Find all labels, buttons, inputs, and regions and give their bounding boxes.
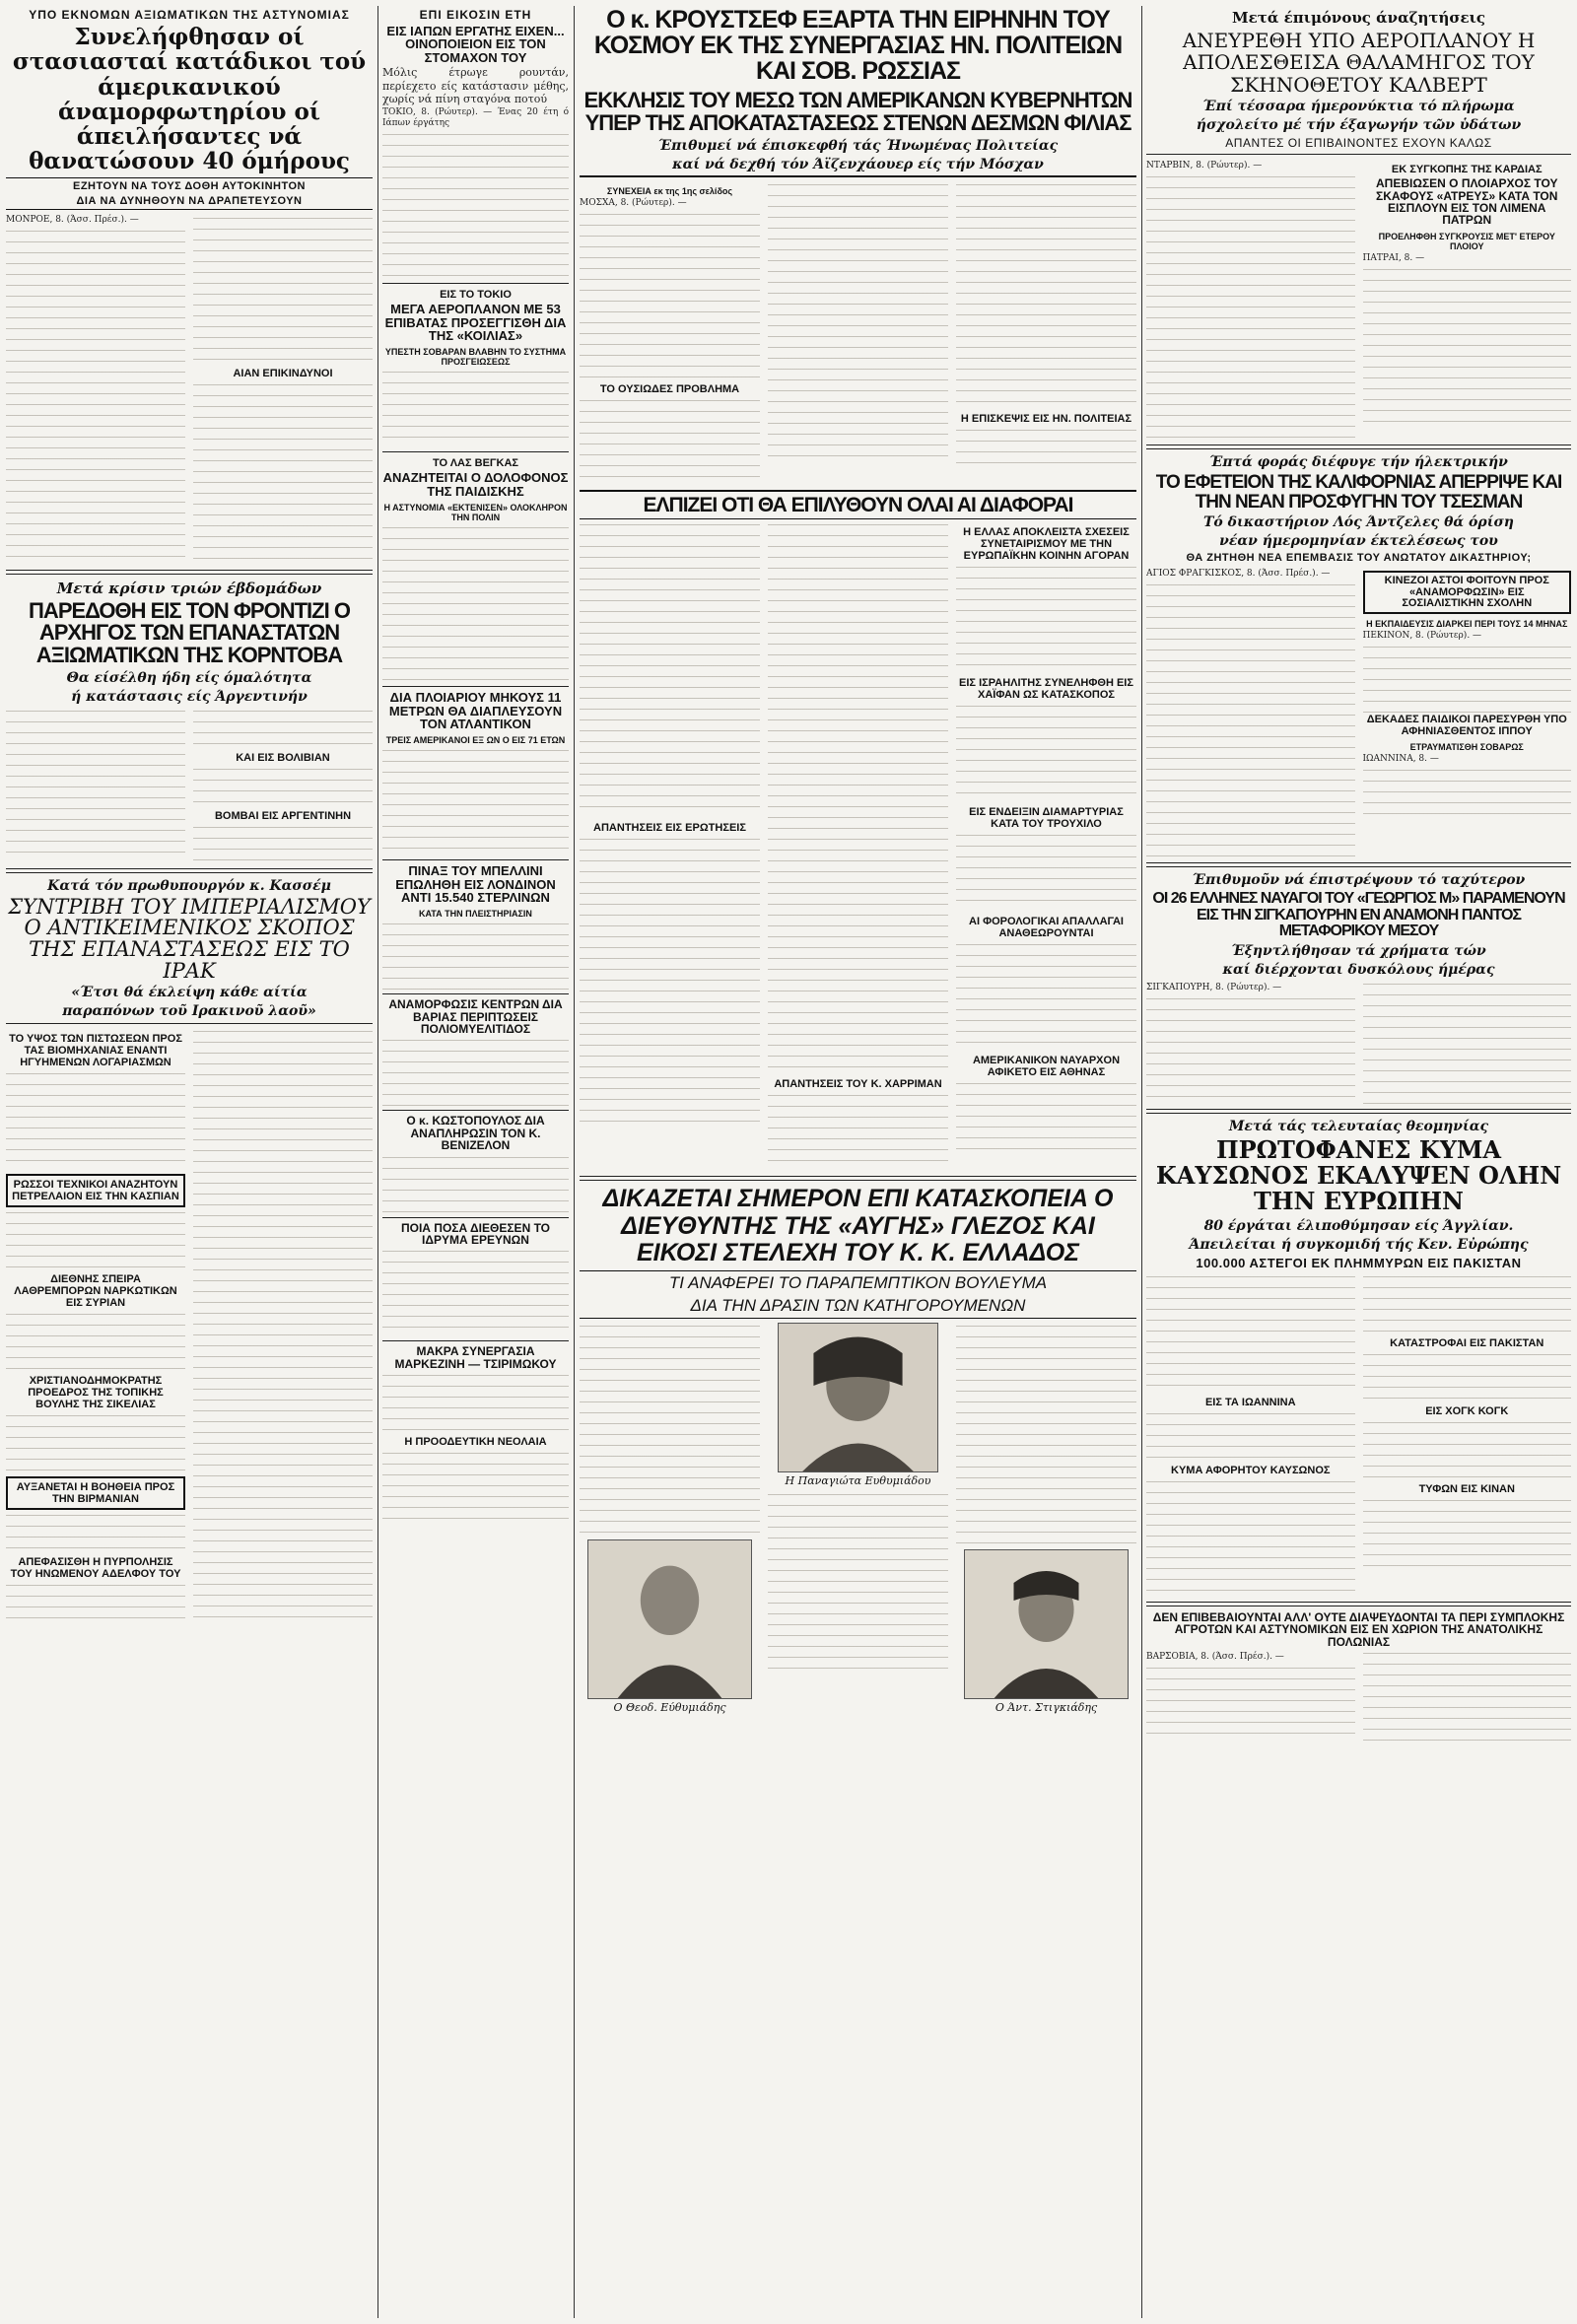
headline: ΣΥΝΤΡΙΒΗ ΤΟΥ ΙΜΠΕΡΙΑΛΙΣΜΟΥ Ο ΑΝΤΙΚΕΙΜΕΝΙΚΟΣ ΣΚΟΠΟΣ ΤΗΣ ΕΠΑΝΑΣΤΑΣΕΩΣ ΕΙΣ ΤΟ ΙΡΑΚ: [8, 894, 371, 983]
dateline: ΠΑΤΡΑΙ, 8. —: [1362, 252, 1425, 263]
text-block: [1146, 1665, 1355, 1743]
headline: ΠΟΙΑ ΠΟΣΑ ΔΙΕΘΕΣΕΝ ΤΟ ΙΔΡΥΜΑ ΕΡΕΥΝΩΝ: [400, 1220, 551, 1247]
deck: ΔΙΑ ΤΗΝ ΔΡΑΣΙΝ ΤΩΝ ΚΑΤΗΓΟΡΟΥΜΕΝΩΝ: [580, 1296, 1136, 1319]
text-block: [1146, 173, 1355, 440]
text-block: [382, 1248, 569, 1336]
column-2: [382, 6, 569, 2318]
column-5: [1146, 6, 1571, 2318]
text-block: [1363, 266, 1572, 424]
kicker: Μετά έπιμόνους άναζητήσεις: [1232, 9, 1485, 27]
deck: καί νά δεχθή τόν Άϊζενχάουερ είς τήν Μόσχαν: [580, 157, 1136, 177]
kicker: Μετά κρίσιν τριών έβδομάδων: [56, 579, 322, 597]
headline: ΑΝΑΖΗΤΕΙΤΑΙ Ο ΔΟΛΟΦΟΝΟΣ ΤΗΣ ΠΑΙΔΙΣΚΗΣ: [382, 470, 569, 499]
headline: ΕΙΣ ΙΑΠΩΝ ΕΡΓΑΤΗΣ ΕΙΧΕΝ... ΟΙΝΟΠΟΙΕΙΟΝ ΕΙΣ ΤΟΝ ΣΤΟΜΑΧΟΝ ΤΟΥ: [386, 24, 565, 65]
inner-title: ΕΙΣ ΤΑ ΙΩΑΝΝΙΝΑ: [1204, 1396, 1296, 1408]
text-block: [6, 708, 185, 855]
divider: [580, 1176, 1136, 1181]
headline: ΑΝΕΥΡΕΘΗ ΥΠΟ ΑΕΡΟΠΛΑΝΟΥ Η ΑΠΟΛΕΣΘΕΙΣΑ ΘΑΛΑΜΗΓΟΣ ΤΟΥ ΣΚΗΝΟΘΕΤΟΥ ΚΑΛΒΕΡΤ: [1182, 29, 1536, 97]
divider: [382, 1217, 569, 1218]
text-block: [580, 397, 760, 486]
article-body: [1146, 159, 1571, 440]
portrait-photo: [964, 1549, 1129, 1699]
text-block: [956, 832, 1136, 911]
text-block: [382, 1154, 569, 1213]
headline: ΠΑΡΕΔΟΘΗ ΕΙΣ ΤΟΝ ΦΡΟΝΤΙΖΙ Ο ΑΡΧΗΓΟΣ ΤΩΝ ΕΠΑΝΑΣΤΑΤΩΝ ΑΞΙΩΜΑΤΙΚΩΝ ΤΗΣ ΚΟΡΝΤΟΒΑ: [29, 597, 350, 668]
deck: ΘΑ ΖΗΤΗΘΗ ΝΕΑ ΕΠΕΜΒΑΣΙΣ ΤΟΥ ΑΝΩΤΑΤΟΥ ΔΙΚΑΣΤΗΡΙΟΥ;: [1186, 552, 1532, 565]
text-block: [193, 824, 373, 863]
subheadline: Η ΕΚΠΑΙΔΕΥΣΙΣ ΔΙΑΡΚΕΙ ΠΕΡΙ ΤΟΥΣ 14 ΜΗΝΑΣ: [1366, 619, 1568, 630]
divider: [382, 859, 569, 860]
deck: Έπί τέσσαρα ήμερονύκτια τό πλήρωμα: [1202, 99, 1515, 115]
brief-title: ΡΩΣΣΟΙ ΤΕΧΝΙΚΟΙ ΑΝΑΖΗΤΟΥΝ ΠΕΤΡΕΛΑΙΟΝ ΕΙΣ ΤΗΝ ΚΑΣΠΙΑΝ: [6, 1174, 185, 1207]
subheadline: ΠΡΟΕΛΗΦΘΗ ΣΥΓΚΡΟΥΣΙΣ ΜΕΤ' ΕΤΕΡΟΥ ΠΛΟΙΟΥ: [1378, 231, 1555, 251]
headline: ΑΝΑΜΟΡΦΩΣΙΣ ΚΕΝΤΡΩΝ ΔΙΑ ΒΑΡΙΑΣ ΠΕΡΙΠΤΩΣΕΙΣ ΠΟΛΙΟΜΥΕΛΙΤΙΔΟΣ: [388, 997, 563, 1037]
divider: [382, 451, 569, 452]
text-block: [193, 215, 373, 363]
text-block: [6, 1512, 185, 1551]
deck: Έπιθυμεί νά έπισκεφθή τάς Ήνωμένας Πολιτείας: [657, 137, 1059, 154]
headline: ΟΙ 26 ΕΛΛΗΝΕΣ ΝΑΥΑΓΟΙ ΤΟΥ «ΓΕΩΡΓΙΟΣ Μ» ΠΑΡΑΜΕΝΟΥΝ ΕΙΣ ΤΗΝ ΣΙΓΚΑΠΟΥΡΗΝ ΕΝ ΑΝΑΜΟΝΗ ΠΑΝΤΟΣ ΜΕΤΑΦΟΡΙΚΟΥ ΜΕΣΟΥ: [1152, 890, 1565, 940]
inner-title: ΕΙΣ ΤΟ ΤΟΚΙΟ: [440, 289, 512, 302]
deck: Άπειλείται ή συγκομιδή τής Κεν. Εὐρώπης: [1189, 1236, 1529, 1253]
headline: Ο κ. ΚΩΣΤΟΠΟΥΛΟΣ ΔΙΑ ΑΝΑΠΛΗΡΩΣΙΝ ΤΟΝ Κ. ΒΕΝΙΖΕΛΟΝ: [406, 1114, 545, 1153]
divider: [382, 993, 569, 994]
text-block: [1146, 1273, 1355, 1392]
briefs: [6, 1028, 373, 1621]
inner-title: ΕΙΣ ΙΣΡΑΗΛΙΤΗΣ ΣΥΝΕΛΗΦΘΗ ΕΙΣ ΧΑΪΦΑΝ ΩΣ ΚΑΤΑΣΚΟΠΟΣ: [959, 677, 1133, 702]
divider: [382, 686, 569, 687]
portrait-photo: [587, 1539, 752, 1699]
headline: ΑΠΕΒΙΩΣΕΝ Ο ΠΛΟΙΑΡΧΟΣ ΤΟΥ ΣΚΑΦΟΥΣ «ΑΤΡΕΥΣ» ΚΑΤΑ ΤΟΝ ΕΙΣΠΛΟΥΝ ΕΙΣ ΤΟΝ ΛΙΜΕΝΑ ΠΑΤΡΩΝ: [1375, 176, 1558, 228]
subheadline: ΥΠΕΣΤΗ ΣΟΒΑΡΑΝ ΒΛΑΒΗΝ ΤΟ ΣΥΣΤΗΜΑ ΠΡΟΣΓΕΙΩΣΕΩΣ: [384, 347, 567, 368]
text-block: [382, 747, 569, 855]
text-block: [382, 369, 569, 447]
text-block: [1363, 1273, 1572, 1333]
photo-caption: Ο Άντ. Στιγκιάδης: [994, 1700, 1098, 1714]
column-rule: [377, 6, 378, 2318]
brief-title: ΔΙΕΘΝΗΣ ΣΠΕΙΡΑ ΛΑΘΡΕΜΠΟΡΩΝ ΝΑΡΚΩΤΙΚΩΝ ΕΙΣ ΣΥΡΙΑΝ: [14, 1273, 177, 1310]
article-body: [1146, 1273, 1571, 1597]
headline: ΔΙΑ ΠΛΟΙΑΡΙΟΥ ΜΗΚΟΥΣ 11 ΜΕΤΡΩΝ ΘΑ ΔΙΑΠΛΕΥΣΟΥΝ ΤΟΝ ΑΤΛΑΝΤΙΚΟΝ: [388, 690, 563, 731]
inner-title: ΚΑΙ ΕΙΣ ΒΟΛΙΒΙΑΝ: [236, 751, 330, 764]
text-block: [382, 1037, 569, 1106]
brief-title: ΧΡΙΣΤΙΑΝΟΔΗΜΟΚΡΑΤΗΣ ΠΡΟΕΔΡΟΣ ΤΗΣ ΤΟΠΙΚΗΣ ΒΟΥΛΗΣ ΤΗΣ ΣΙΚΕΛΙΑΣ: [28, 1375, 164, 1411]
text-block: [580, 1323, 760, 1539]
dateline: ΤΟΚΙΟ, 8. (Ρώυτερ). — Ένας 20 έτη ό Ιάπων έργάτης: [382, 107, 569, 129]
text-block: [6, 1412, 185, 1471]
inner-title: ΚΥΜΑ ΑΦΟΡΗΤΟΥ ΚΑΥΣΩΝΟΣ: [1171, 1464, 1331, 1476]
headline: ΠΙΝΑΞ ΤΟΥ ΜΠΕΛΛΙΝΙ ΕΠΩΛΗΘΗ ΕΙΣ ΛΟΝΔΙΝΟΝ ΑΝΤΙ 15.540 ΣΤΕΡΛΙΝΩΝ: [395, 863, 556, 906]
text-block: [382, 921, 569, 990]
dateline: ΣΙΓΚΑΠΟΥΡΗ, 8. (Ρώυτερ). —: [1146, 982, 1282, 992]
text-block: [1363, 1419, 1572, 1478]
text-block: [1363, 767, 1572, 816]
inner-title: ΕΙΣ ΧΟΓΚ ΚΟΓΚ: [1425, 1404, 1509, 1417]
text-block: [768, 1491, 948, 1669]
text-block: [956, 1080, 1136, 1159]
subheadline: ΚΑΤΑ ΤΗΝ ΠΛΕΙΣΤΗΡΙΑΣΙΝ: [419, 909, 532, 920]
divider: [6, 868, 373, 873]
deck: νέαν ήμερομηνίαν έκτελέσεως του: [1219, 533, 1498, 550]
headline: ΔΕΝ ΕΠΙΒΕΒΑΙΟΥΝΤΑΙ ΑΛΛ' ΟΥΤΕ ΔΙΑΨΕΥΔΟΝΤΑΙ ΤΑ ΠΕΡΙ ΣΥΜΠΛΟΚΗΣ ΑΓΡΟΤΩΝ ΚΑΙ ΑΣΤΥΝΟΜΙΚΩΝ ΕΙΣ ΕΝ ΧΩΡΙΟΝ ΤΗΣ ΑΝΑΤΟΛΙΚΗΣ ΠΟΛΩΝΙΑΣ: [1152, 1609, 1565, 1649]
deck: 100.000 ΑΣΤΕΓΟΙ ΕΚ ΠΛΗΜΜΥΡΩΝ ΕΙΣ ΠΑΚΙΣΤΑΝ: [1196, 1255, 1522, 1270]
text-block: [382, 524, 569, 682]
kicker: Μετά τάς τελευταίας θεομηνίας: [1228, 1118, 1489, 1134]
column-rule: [1141, 6, 1142, 2318]
text-block: [382, 1372, 569, 1431]
dateline: ΒΑΡΣΟΒΙΑ, 8. (Άσσ. Πρέσ.). —: [1146, 1651, 1284, 1662]
text-block: [382, 131, 569, 279]
column-1: [6, 6, 373, 2318]
subheadline: ή κατάστασις είς Άργεντινήν: [71, 688, 308, 705]
text-block: [193, 766, 373, 805]
inner-title: ΒΟΜΒΑΙ ΕΙΣ ΑΡΓΕΝΤΙΝΗΝ: [214, 809, 352, 822]
text-block: [6, 228, 185, 563]
text-block: [580, 521, 760, 817]
text-block: [1146, 995, 1355, 1104]
kicker: Κατά τόν πρωθυπουργόν κ. Κασσέμ: [47, 877, 331, 894]
headline: ΚΙΝΕΖΟΙ ΑΣΤΟΙ ΦΟΙΤΟΥΝ ΠΡΟΣ «ΑΝΑΜΟΡΦΩΣΙΝ» ΕΙΣ ΣΟΣΙΑΛΙΣΤΙΚΗΝ ΣΧΟΛΗΝ: [1363, 571, 1572, 614]
text-block: [580, 211, 760, 378]
kicker: Έπτά φοράς διέφυγε τήν ήλεκτρικήν: [1209, 454, 1508, 471]
headline: ΤΟ ΕΦΕΤΕΙΟΝ ΤΗΣ ΚΑΛΙΦΟΡΝΙΑΣ ΑΠΕΡΡΙΨΕ ΚΑΙ ΤΗΝ ΝΕΑΝ ΠΡΟΣΦΥΓΗΝ ΤΟΥ ΤΣΕΣΜΑΝ: [1155, 472, 1562, 513]
text-block: [768, 521, 948, 1073]
inner-title: ΑΜΕΡΙΚΑΝΙΚΟΝ ΝΑΥΑΡΧΟΝ ΑΦΙΚΕΤΟ ΕΙΣ ΑΘΗΝΑΣ: [972, 1055, 1121, 1079]
continuation-note: ΣΥΝΕΧΕΙΑ εκ της 1ης σελίδος: [606, 185, 733, 196]
inner-title: Η ΕΠΙΣΚΕΨΙΣ ΕΙΣ ΗΝ. ΠΟΛΙΤΕΙΑΣ: [960, 412, 1132, 425]
photo-caption: Η Παναγιώτα Ευθυμιάδου: [785, 1473, 931, 1487]
text-block: [1363, 1650, 1572, 1743]
inner-title: ΤΥΦΩΝ ΕΙΣ ΚΙΝΑΝ: [1418, 1482, 1515, 1495]
text-block: [768, 181, 948, 457]
headline: ΜΑΚΡΑ ΣΥΝΕΡΓΑΣΙΑ ΜΑΡΚΕΖΙΝΗ — ΤΣΙΡΙΜΩΚΟΥ: [394, 1344, 557, 1371]
kicker: ΥΠΟ ΕΚΝΟΜΩΝ ΑΞΙΩΜΑΤΙΚΩΝ ΤΗΣ ΑΣΤΥΝΟΜΙΑΣ: [29, 8, 350, 22]
dateline: ΑΓΙΟΣ ΦΡΑΓΚΙΣΚΟΣ, 8. (Άσσ. Πρέσ.). —: [1146, 569, 1331, 580]
inner-title: ΚΑΤΑΣΤΡΟΦΑΙ ΕΙΣ ΠΑΚΙΣΤΑΝ: [1390, 1336, 1544, 1349]
column-rule: [574, 6, 575, 2318]
column-center: [580, 6, 1136, 2318]
text-block: [6, 1311, 185, 1370]
divider: [6, 1023, 373, 1024]
text-block: [6, 1070, 185, 1169]
kicker: Έπιθυμοῦν νά έπιστρέψουν τό ταχύτερον: [1192, 872, 1526, 889]
photo-caption: Ο Θεοδ. Εύθυμιάδης: [613, 1700, 726, 1714]
inner-title: ΤΟ ΟΥΣΙΩΔΕΣ ΠΡΟΒΛΗΜΑ: [599, 382, 740, 395]
headline: ΔΕΚΑΔΕΣ ΠΑΙΔΙΚΟΙ ΠΑΡΕΣΥΡΘΗ ΥΠΟ ΑΦΗΝΙΑΣΘΕΝΤΟΣ ΙΠΠΟΥ: [1366, 714, 1567, 737]
text-block: [580, 836, 760, 1131]
text-block: [193, 381, 373, 559]
divider: [1146, 1109, 1571, 1114]
article-body: [6, 213, 373, 565]
subheadline: ΕΖΗΤΟΥΝ ΝΑ ΤΟΥΣ ΔΟΘΗ ΑΥΤΟΚΙΝΗΤΟΝ: [6, 177, 373, 192]
divider: [1146, 444, 1571, 449]
text-block: [956, 703, 1136, 801]
text-block: [1146, 1478, 1355, 1597]
inner-title: ΕΙΣ ΕΝΔΕΙΞΙΝ ΔΙΑΜΑΡΤΥΡΙΑΣ ΚΑΤΑ ΤΟΥ ΤΡΟΥΧΙΛΟ: [969, 806, 1124, 831]
article-body: [1146, 1650, 1571, 1743]
text-block: [956, 1323, 1136, 1549]
text-block: [768, 1092, 948, 1171]
divider: [382, 1110, 569, 1111]
inner-title: ΤΟ ΛΑΣ ΒΕΓΚΑΣ: [432, 457, 519, 470]
deck: καί διέρχονται δυσκόλους ήμέρας: [1222, 961, 1495, 978]
inner-title: ΑΙ ΦΟΡΟΛΟΓΙΚΑΙ ΑΠΑΛΛΑΓΑΙ ΑΝΑΘΕΩΡΟΥΝΤΑΙ: [969, 916, 1124, 940]
subheadline: ΔΙΑ ΝΑ ΔΥΝΗΘΟΥΝ ΝΑ ΔΡΑΠΕΤΕΥΣΟΥΝ: [6, 195, 373, 210]
subheadline: Θα είσέλθη ήδη είς όμαλότητα: [66, 669, 312, 686]
text-block: [6, 1209, 185, 1268]
subheadline: «Έτσι θά έκλείψη κάθε αίτία: [71, 985, 308, 1001]
inner-title: ΕΚ ΣΥΓΚΟΠΗΣ ΤΗΣ ΚΑΡΔΙΑΣ: [1391, 164, 1543, 176]
text-block: [1146, 1410, 1355, 1460]
inner-title: ΑΠΑΝΤΗΣΕΙΣ ΤΟΥ Κ. ΧΑΡΡΙΜΑΝ: [774, 1078, 942, 1091]
brief-title: ΑΥΞΑΝΕΤΑΙ Η ΒΟΗΘΕΙΑ ΠΡΟΣ ΤΗΝ ΒΙΡΜΑΝΙΑΝ: [6, 1476, 185, 1510]
deck: ΑΠΑΝΤΕΣ ΟΙ ΕΠΙΒΑΙΝΟΝΤΕΣ ΕΧΟΥΝ ΚΑΛΩΣ: [1225, 136, 1492, 151]
dateline: ΜΟΝΡΟΕ, 8. (Άσσ. Πρέσ.). —: [6, 214, 139, 225]
divider: [1146, 862, 1571, 867]
divider: [1146, 1602, 1571, 1606]
divider: [382, 1340, 569, 1341]
kicker: ΕΠΙ ΕΙΚΟΣΙΝ ΕΤΗ: [419, 8, 532, 22]
headline: ΠΡΩΤΟΦΑΝΕΣ ΚΥΜΑ ΚΑΥΣΩΝΟΣ ΕΚΑΛΥΨΕΝ ΟΛΗΝ ΤΗΝ ΕΥΡΩΠΗΝ: [1155, 1134, 1562, 1216]
text-block: [1146, 581, 1355, 857]
headline: ΕΛΠΙΖΕΙ ΟΤΙ ΘΑ ΕΠΙΛΥΘΟΥΝ ΟΛΑΙ ΑΙ ΔΙΑΦΟΡΑΙ: [580, 490, 1136, 520]
inner-title: Η ΠΡΟΟΔΕΥΤΙΚΗ ΝΕΟΛΑΙΑ: [404, 1436, 547, 1448]
headline: Συνελήφθησαν οί στασιασταί κατάδικοι τού άμερικανικού άναμορφωτηρίου οί άπειλήσαντες νά θανατώσουν 40 όμήρους: [12, 24, 367, 175]
inner-title: ΑΠΑΝΤΗΣΕΙΣ ΕΙΣ ΕΡΩΤΗΣΕΙΣ: [593, 822, 746, 835]
dateline: ΜΟΣΧΑ, 8. (Ρώυτερ). —: [580, 197, 687, 208]
headline: ΜΕΓΑ ΑΕΡΟΠΛΑΝΟΝ ΜΕ 53 ΕΠΙΒΑΤΑΣ ΠΡΟΣΕΓΓΙΣΘΗ ΔΙΑ ΤΗΣ «ΚΟΙΛΙΑΣ»: [384, 302, 567, 344]
dateline: ΙΩΑΝΝΙΝΑ, 8. —: [1362, 753, 1439, 764]
article-body: [1146, 567, 1571, 857]
text-block: [956, 564, 1136, 672]
deck: ήσχολείτο μέ τήν έξαγωγήν τῶν ὑδάτων: [1196, 117, 1522, 134]
text-block: [1363, 644, 1572, 713]
text-block: [956, 181, 1136, 408]
article-body: [580, 521, 1136, 1171]
text-block: [1363, 1497, 1572, 1566]
deck: Τό δικαστήριον Λός Άντζελες θά όρίση: [1203, 514, 1514, 531]
subheadline: ΕΤΡΑΥΜΑΤΙΣΘΗ ΣΟΒΑΡΩΣ: [1409, 741, 1524, 752]
brief-title: ΤΟ ΥΨΟΣ ΤΩΝ ΠΙΣΤΩΣΕΩΝ ΠΡΟΣ ΤΑΣ ΒΙΟΜΗΧΑΝΙΑΣ ΕΝΑΝΤΙ ΗΓΥΗΜΕΝΩΝ ΛΟΓΑΡΙΑΣΜΩΝ: [9, 1033, 182, 1069]
deck: Έξηντλήθησαν τά χρήματα τών: [1231, 942, 1486, 959]
dateline: ΠΕΚΙΝΟΝ, 8. (Ρώυτερ). —: [1362, 631, 1482, 642]
inner-title: Η ΕΛΛΑΣ ΑΠΟΚΛΕΙΣΤΑ ΣΧΕΣΕΙΣ ΣΥΝΕΤΑΙΡΙΣΜΟΥ ΜΕ ΤΗΝ ΕΥΡΩΠΑΪΚΗΝ ΚΟΙΝΗΝ ΑΓΟΡΑΝ: [963, 526, 1130, 563]
text-block: [6, 1582, 185, 1621]
subheadline: Η ΑΣΤΥΝΟΜΙΑ «ΕΚΤΕΝΙΣΕΝ» ΟΛΟΚΛΗΡΟΝ ΤΗΝ ΠΟΛΙΝ: [383, 503, 568, 523]
text-block: [1363, 1351, 1572, 1401]
text-block: [956, 941, 1136, 1050]
divider: [6, 570, 373, 575]
text-block: [1363, 981, 1572, 1104]
text-block: [956, 427, 1136, 466]
article-body: [1146, 981, 1571, 1104]
headline: ΔΙΚΑΖΕΤΑΙ ΣΗΜΕΡΟΝ ΕΠΙ ΚΑΤΑΣΚΟΠΕΙΑ Ο ΔΙΕΥΘΥΝΤΗΣ ΤΗΣ «ΑΥΓΗΣ» ΓΛΕΖΟΣ ΚΑΙ ΕΙΚΟΣΙ ΣΤΕΛΕΧΗ ΤΟΥ Κ. Κ. ΕΛΛΑΔΟΣ: [602, 1185, 1114, 1267]
divider: [382, 283, 569, 284]
deck: Μόλις έτρωγε ρουντάν, περίεχετο είς κατάστασιν μέθης, χωρίς νά πίνη σταγόνα ποτού: [382, 66, 569, 105]
subheadline: παραπόνων τοῦ Ιρακινοῦ λαοῦ»: [62, 1003, 316, 1020]
portrait-photo: [778, 1323, 938, 1472]
article-body: [580, 1323, 1136, 1718]
headline: ΕΚΚΛΗΣΙΣ ΤΟΥ ΜΕΣΩ ΤΩΝ ΑΜΕΡΙΚΑΝΩΝ ΚΥΒΕΡΝΗΤΩΝ ΥΠΕΡ ΤΗΣ ΑΠΟΚΑΤΑΣΤΑΣΕΩΣ ΣΤΕΝΩΝ ΔΕΣΜΩΝ ΦΙΛΙΑΣ: [583, 88, 1132, 135]
article-body: [580, 181, 1136, 486]
inner-title: ΑΙΑΝ ΕΠΙΚΙΝΔΥΝΟΙ: [233, 367, 333, 379]
dateline: ΝΤΑΡΒΙΝ, 8. (Ρώυτερ). —: [1146, 161, 1263, 171]
divider: [1146, 154, 1571, 155]
brief-title: ΑΠΕΦΑΣΙΣΘΗ Η ΠΥΡΠΟΛΗΣΙΣ ΤΟΥ ΗΝΩΜΕΝΟΥ ΑΔΕΛΦΟΥ ΤΟΥ: [10, 1556, 181, 1581]
subheadline: ΤΡΕΙΣ ΑΜΕΡΙΚΑΝΟΙ ΕΞ ΩΝ Ο ΕΙΣ 71 ΕΤΩΝ: [385, 735, 566, 746]
headline: Ο κ. ΚΡΟΥΣΤΣΕΦ ΕΞΑΡΤΑ ΤΗΝ ΕΙΡΗΝΗΝ ΤΟΥ ΚΟΣΜΟΥ ΕΚ ΤΗΣ ΣΥΝΕΡΓΑΣΙΑΣ ΗΝ. ΠΟΛΙΤΕΙΩΝ ΚΑΙ ΣΟΒ. ΡΩΣΣΙΑΣ: [593, 6, 1123, 85]
deck: 80 έργάται έλιποθύμησαν είς Άγγλίαν.: [1203, 1217, 1514, 1234]
text-block: [382, 1450, 569, 1519]
article-body: [6, 708, 373, 863]
text-block: [193, 1028, 373, 1619]
text-block: [193, 708, 373, 747]
deck: ΤΙ ΑΝΑΦΕΡΕΙ ΤΟ ΠΑΡΑΠΕΜΠΤΙΚΟΝ ΒΟΥΛΕΥΜΑ: [580, 1270, 1136, 1293]
